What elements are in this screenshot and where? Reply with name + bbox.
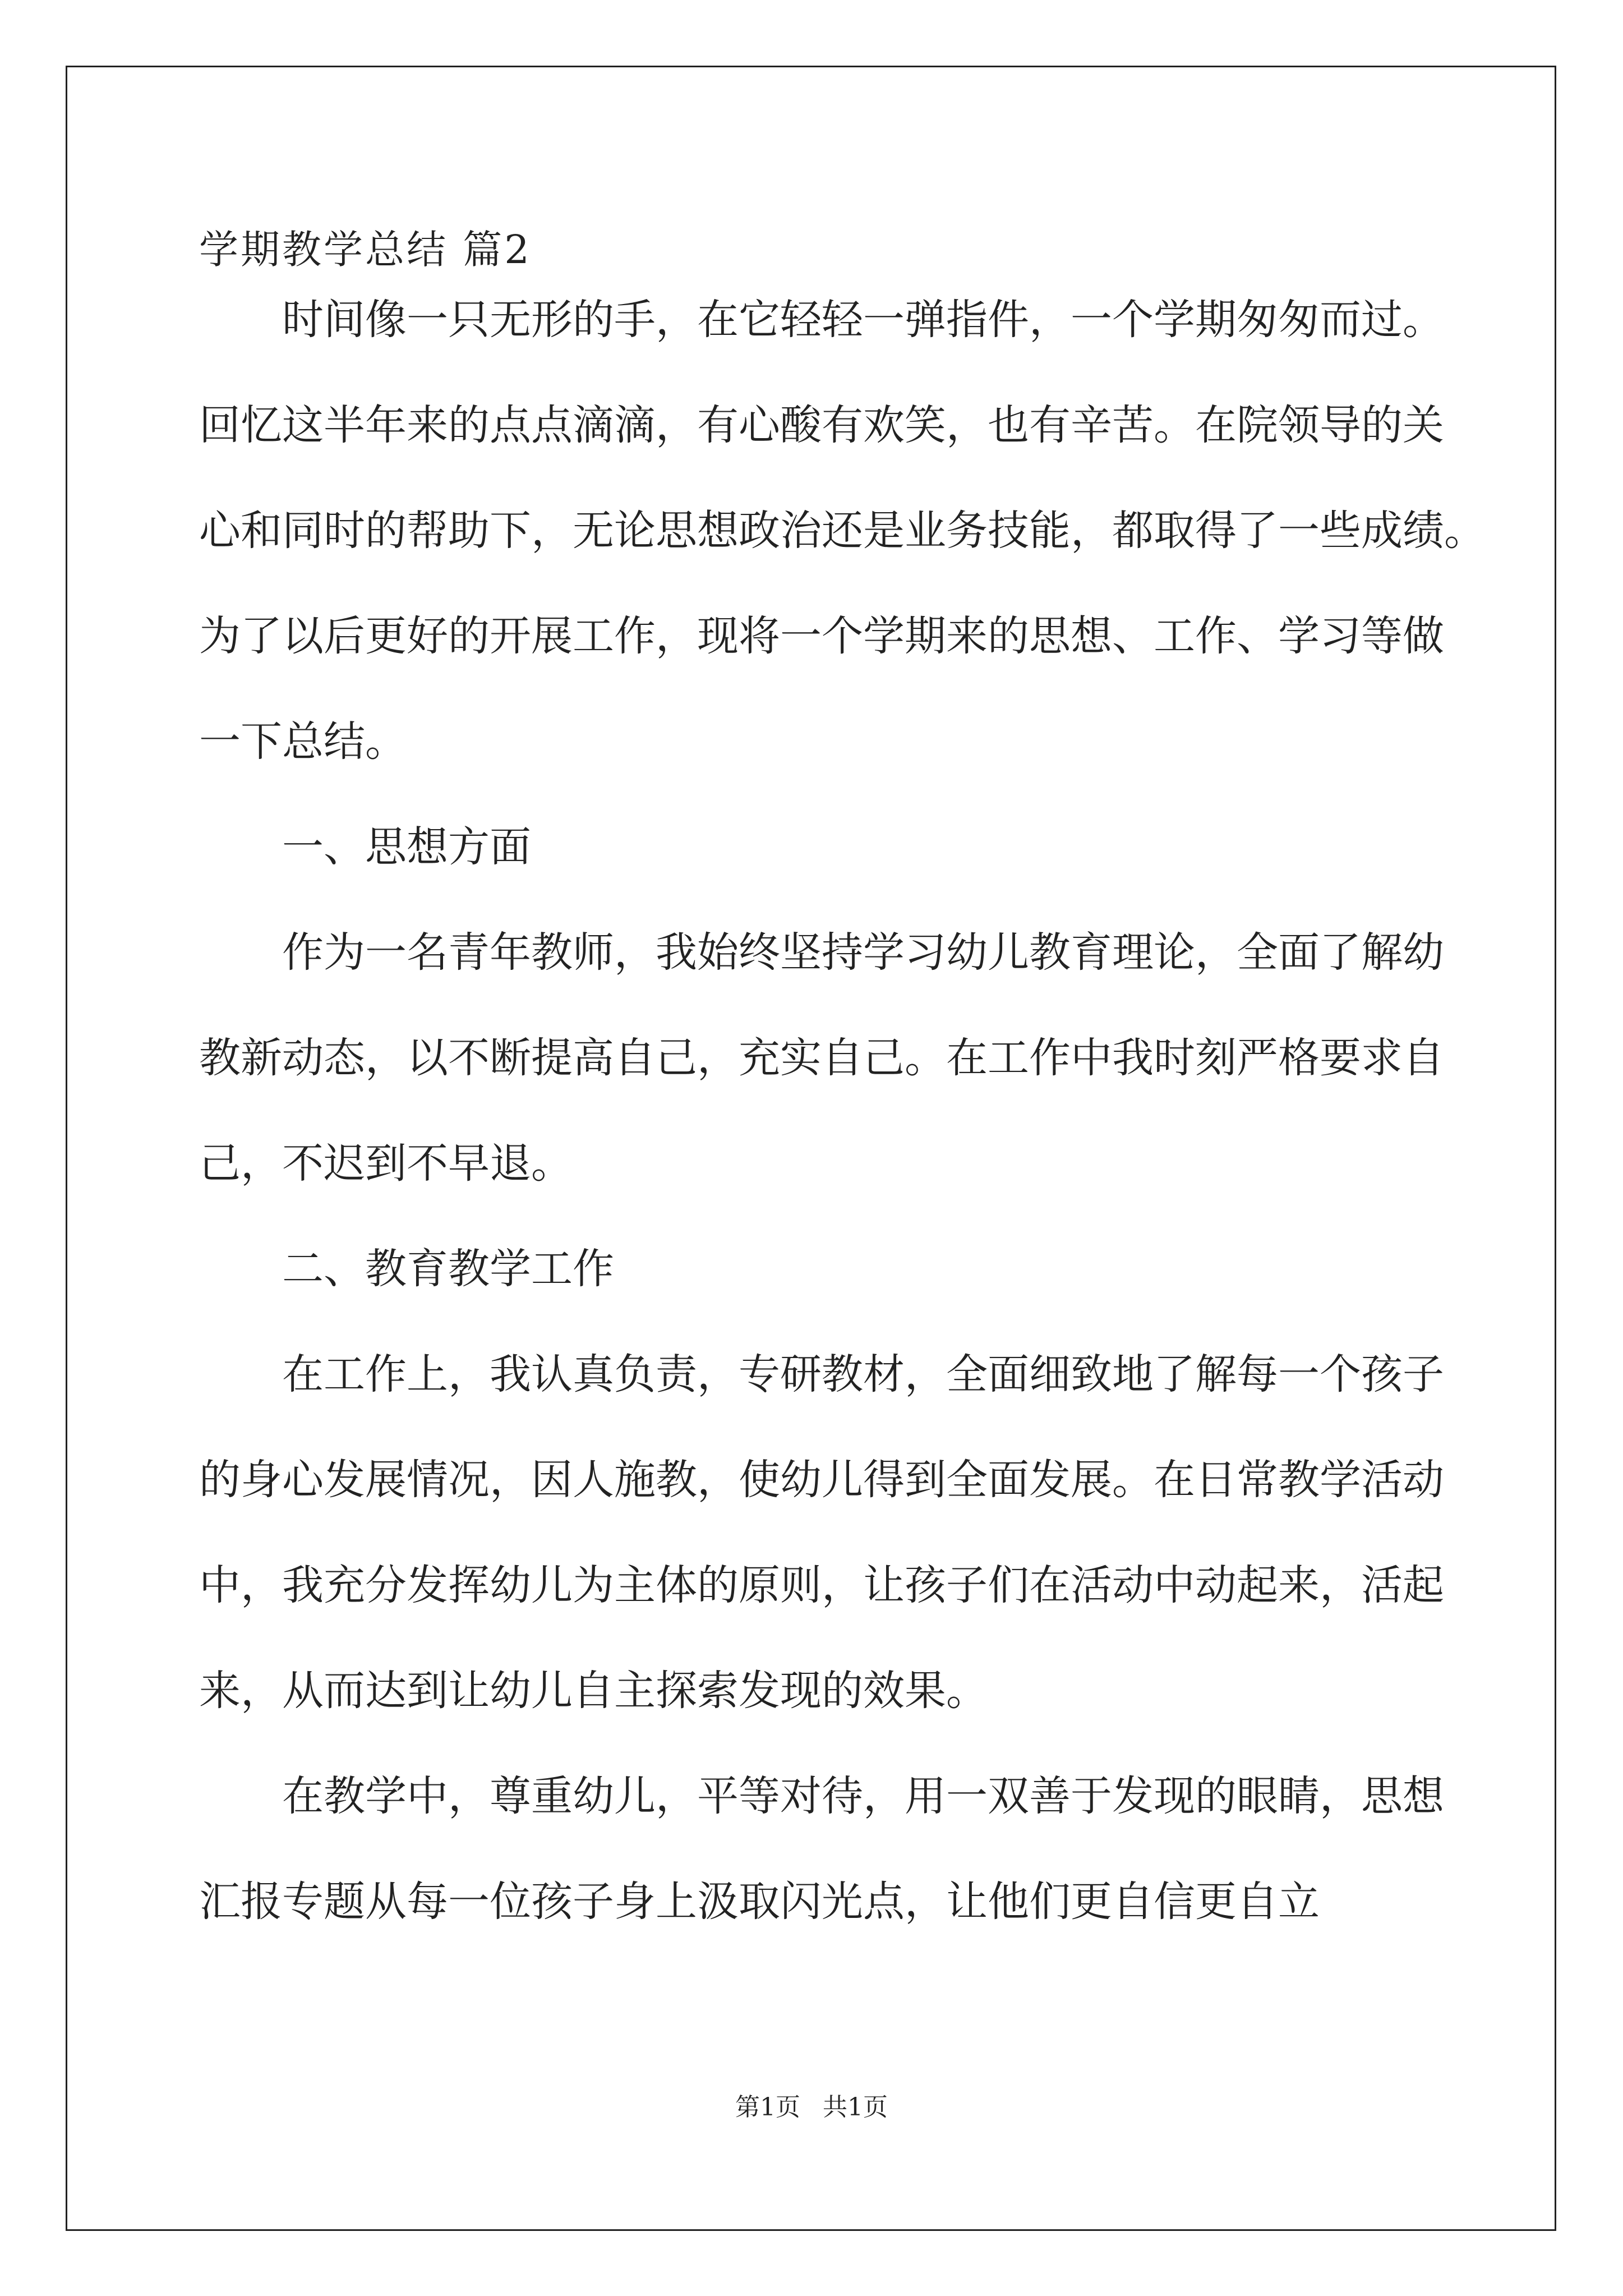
section-heading: 二、教育教学工作 bbox=[282, 1245, 614, 1293]
paragraph-line: 回忆这半年来的点点滴滴，有心酸有欢笑，也有辛苦。在院领导的关 bbox=[199, 401, 1444, 449]
section-heading: 一、思想方面 bbox=[282, 823, 531, 871]
paragraph-line: 的身心发展情况，因人施教，使幼儿得到全面发展。在日常教学活动 bbox=[199, 1456, 1444, 1504]
paragraph-line: 来，从而达到让幼儿自主探索发现的效果。 bbox=[199, 1667, 988, 1715]
paragraph-line: 己，不迟到不早退。 bbox=[199, 1139, 573, 1188]
paragraph-line: 为了以后更好的开展工作，现将一个学期来的思想、工作、学习等做 bbox=[199, 612, 1444, 660]
page-number-current: 第1页 bbox=[735, 2093, 800, 2122]
paragraph-line: 心和同时的帮助下，无论思想政治还是业务技能，都取得了一些成绩。 bbox=[199, 507, 1486, 555]
paragraph-line: 在工作上，我认真负责，专研教材，全面细致地了解每一个孩子 bbox=[282, 1350, 1444, 1398]
paragraph-line: 中，我充分发挥幼儿为主体的原则，让孩子们在活动中动起来，活起 bbox=[199, 1561, 1444, 1609]
page-footer bbox=[0, 2087, 1623, 2123]
paragraph-line: 汇报专题从每一位孩子身上汲取闪光点，让他们更自信更自立 bbox=[199, 1878, 1320, 1926]
paragraph-line: 时间像一只无形的手，在它轻轻一弹指件，一个学期匆匆而过。 bbox=[282, 296, 1444, 344]
paragraph-line: 教新动态，以不断提高自己，充实自己。在工作中我时刻严格要求自 bbox=[199, 1034, 1444, 1082]
paragraph-line: 作为一名青年教师，我始终坚持学习幼儿教育理论，全面了解幼 bbox=[282, 928, 1444, 977]
page-number-total: 共1页 bbox=[823, 2093, 888, 2122]
document-title: 学期教学总结 篇2 bbox=[199, 227, 532, 273]
paragraph-line: 在教学中，尊重幼儿，平等对待，用一双善于发现的眼睛，思想 bbox=[282, 1772, 1444, 1820]
paragraph-line: 一下总结。 bbox=[199, 717, 407, 766]
